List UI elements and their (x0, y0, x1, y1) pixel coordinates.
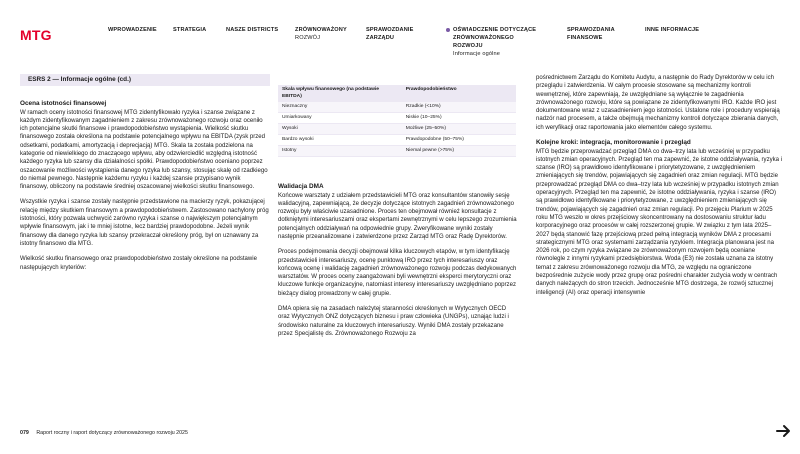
paragraph: Wielkość skutku finansowego oraz prawdopodobieństwo zostały określone na podstawie następujących kryteriów: (20, 256, 257, 271)
paragraph: Wszystkie ryzyka i szanse zostały następnie przedstawione na macierzy ryzyk, pokazującej relację między skutkiem finansowym a prawdopodobieństwem. Zastosowano nachylony próg istotności, który pozwala uchwycić zarówno ryzyka i szanse o największym potencjalnym wpływie finansowym, jak i te mniej istotne, lecz bardziej prawdopodobne. Jeżeli wynik finansowy dla danego ryzyka lub szansy przekraczał określony próg, był on uznawany za istotny finansowo dla MTG. (20, 199, 269, 247)
heading-walidacja-dma: Walidacja DMA (278, 183, 324, 190)
section-header (20, 74, 270, 86)
next-page-arrow-icon[interactable] (776, 424, 792, 438)
table-cell: Nieznaczny (278, 102, 402, 113)
heading-ocena-istotnosci: Ocena istotności finansowej (20, 100, 107, 107)
paragraph: pośrednictwem Zarządu do Komitetu Audytu, a następnie do Rady Dyrektorów w celu ich przeglądu i zatwierdzenia. W całym procesie stosowane są mechanizmy kontroli wewnętrznej, które zapewniają, że uwzględniane są wyłącznie te zagadnienia zrównoważonego rozwoju, które są powiązane ze zidentyfikowanymi IRO. Każde IRO jest dokumentowane wraz z uzasadnieniem jego istotności. Ustalone role i procedury wspierają nadzór nad procesem, a także obejmują mechanizmy kontroli dotyczące zbierania danych, ich weryfikacji oraz raportowania jako elementów całego systemu. (536, 75, 780, 131)
nav-item-label: OŚWIADCZENIE DOTYCZĄCE (453, 27, 537, 33)
table-cell: Istotny (278, 146, 402, 157)
nav-item-label: INNE INFORMACJE (645, 27, 700, 33)
nav-item-oswiadczenie[interactable] (453, 27, 536, 58)
table-cell: Niskie (10–25%) (402, 113, 516, 124)
paragraph: Końcowe warsztaty z udziałem przedstawicieli MTG oraz konsultantów stanowiły sesję walidacyjną, zapewniającą, że decyzje dotyczące istotnych zagadnień zrównoważonego rozwoju były właściwie uzasadnione. Proces ten obejmował również konsultacje z dotkniętymi interesariuszami oraz ekspertami zewnętrznymi w celu lepszego zrozumienia potencjalnych oddziaływań na odpowiednie grupy. Zweryfikowane wyniki zostały następnie przeanalizowane i zatwierdzone przez Zarząd MTG oraz Radę Dyrektorów. (278, 192, 517, 240)
page-footer (20, 430, 188, 436)
nav-item-zrownowazony-rozwoj[interactable] (295, 27, 347, 42)
table-cell: Prawdopodobne (50–75%) (402, 135, 516, 146)
table-cell: Bardzo wysoki (278, 135, 402, 146)
table-cell: Niemal pewne (>75%) (402, 146, 516, 157)
nav-item-nasze-districts[interactable] (226, 27, 278, 34)
nav-item-inne-informacje[interactable] (645, 27, 699, 34)
table-cell: Wysoki (278, 124, 402, 135)
nav-item-sublabel: ZARZĄDU (366, 35, 395, 41)
nav-item-wprowadzenie[interactable] (108, 27, 157, 34)
paragraph: W ramach oceny istotności finansowej MTG zidentyfikowało ryzyka i szanse związane z każdym zidentyfikowanym zagadnieniem z zakresu zrównoważonego rozwoju oraz oceniło ich potencjalne skutki finansowe i prawdopodobieństwo wystąpienia. Wielkość skutku finansowego została określona na podstawie potencjalnego wpływu na EBITDA (zysk przed odsetkami, podatkami, amortyzacją i deprecjacją) MTG. Skala ta została podzielona na kategorie od niewielkiego do znaczącego wpływu, aby odzwierciedlić względną istotność każdego ryzyka lub szansy dla działalności spółki. Prawdopodobieństwo oceniano poprzez oszacowanie możliwości wystąpienia danego ryzyka lub szansy, stosując skalę od rzadkiego do niemal pewnego. Następnie każdemu ryzyku i każdej szansie przypisano wynik finansowy, obliczony na podstawie średniej oszacowanej wielkości skutku finansowego. (20, 109, 268, 191)
table-cell: Umiarkowany (278, 113, 402, 124)
active-dot-icon (446, 28, 450, 32)
nav-item-label: NASZE DISTRICTS (226, 27, 279, 33)
nav-item-label: SPRAWOZDANIA (567, 27, 615, 33)
table-header-cell: Skala wpływu finansowego (na podstawie EBITDA) (278, 85, 402, 102)
table-row (278, 124, 516, 135)
table-row (278, 113, 516, 124)
paragraph: DMA opiera się na zasadach należytej staranności określonych w Wytycznych OECD oraz Wytycznych ONZ dotyczących biznesu i praw człowieka (UNGPs), uznając ludzi i środowisko naturalne za kluczowych interesariuszy. Wyniki DMA zostały przekazane przez Specjalistę ds. Zrównoważonego Rozwoju za (278, 306, 509, 337)
nav-item-strategia[interactable] (173, 27, 206, 34)
mtg-logo[interactable]: MTG (20, 27, 52, 43)
section-header-title: ESRS 2 — Informacje ogólne (cd.) (28, 76, 131, 83)
table-row (278, 135, 516, 146)
nav-item-sublabel: ZRÓWNOWAŻONEGO (453, 35, 514, 41)
nav-item-label: WPROWADZENIE (108, 27, 157, 33)
nav-item-current-section: Informacje ogólne (453, 51, 501, 57)
nav-item-label: SPRAWOZDANIE (366, 27, 414, 33)
column-middle (278, 183, 518, 338)
paragraph: MTG będzie przeprowadzać przegląd DMA co dwa–trzy lata lub wcześniej w przypadku istotnych zmian operacyjnych. Przegląd ten ma zapewnić, że istotne oddziaływania, ryzyka i szanse (IRO) są prawidłowo identyfikowane i priorytetyzowane, z uwzględnieniem zmieniających się trendów, pojawiających się zagadnień oraz zmian regulacji. MTG będzie przeprowadzać przegląd DMA co dwa–trzy lata lub wcześniej w przypadku istotnych zmian operacyjnych. Przegląd ten ma zapewnić, że istotne oddziaływania, ryzyka i szanse (IRO) są prawidłowo identyfikowane i priorytetyzowane, z uwzględnieniem zmieniających się trendów, pojawiających się zagadnień oraz zmian regulacji. Po przejęciu Plarium w 2025 roku MTG weszło w okres przejściowy skoncentrowany na dostosowaniu struktur ładu korporacyjnego oraz procesów w całej rozszerzonej grupie. W związku z tym lata 2025–2027 będą stanowić fazę przejściową przed pełną integracją wyników DMA z procesami strategicznymi MTG oraz systemami zarządzania ryzykiem. Integracja planowana jest na 2026 rok, po czym ryzyka związane ze zrównoważonym rozwojem będą oceniane równolegle z innymi ryzykami przedsiębiorstwa. Woda (E3) nie została uznana za istotny temat z zakresu zrównoważonego rozwoju dla MTG, ze względu na ograniczone bezpośrednie zużycie wody przez grupę oraz pośredni charakter zużycia wody w centrach danych należących do stron trzecich. Jednocześnie MTG dostrzega, że rozwój sztucznej inteligencji (AI) oraz operacji intensywnie (536, 148, 783, 296)
criteria-table (278, 85, 516, 157)
nav-item-sprawozdanie-zarzadu[interactable] (366, 27, 413, 42)
nav-item-sprawozdania-finansowe[interactable] (567, 27, 615, 42)
paragraph: Proces podejmowania decyzji obejmował kilka kluczowych etapów, w tym identyfikację przedstawicieli interesariuszy, ocenę punktową IRO przez tych interesariuszy oraz końcową ocenę i walidację zagadnień zrównoważonego rozwoju podczas dedykowanych warsztatów. W proces oceny zaangażowani byli wewnętrzni eksperci merytoryczni oraz kluczowe funkcje organizacyjne, natomiast interesy interesariuszy uwzględniano poprzez bieżący dialog prowadzony w całej grupie. (278, 249, 517, 297)
column-left (20, 100, 270, 272)
table-row (278, 146, 516, 157)
table-header-cell: Prawdopodobieństwo (402, 85, 516, 102)
nav-item-label: STRATEGIA (173, 27, 207, 33)
heading-kolejne-kroki: Kolejne kroki: integracja, monitorowanie i przegląd (536, 139, 691, 147)
column-right (536, 74, 784, 297)
table-row (278, 102, 516, 113)
table-cell: Możliwe (25–50%) (402, 124, 516, 135)
nav-item-sublabel: ROZWOJU (453, 43, 483, 49)
nav-item-sublabel: FINANSOWE (567, 35, 603, 41)
table-header-row (278, 85, 516, 102)
nav-item-label: ZRÓWNOWAŻONY (295, 27, 347, 33)
page-number: 079 (20, 430, 29, 436)
nav-item-sublabel: ROZWÓJ (295, 35, 321, 41)
top-navigation (0, 0, 800, 62)
report-title: Raport roczny i raport dotyczący zrównoważonego rozwoju 2025 (36, 430, 188, 436)
table-cell: Rzadkie (<10%) (402, 102, 516, 113)
